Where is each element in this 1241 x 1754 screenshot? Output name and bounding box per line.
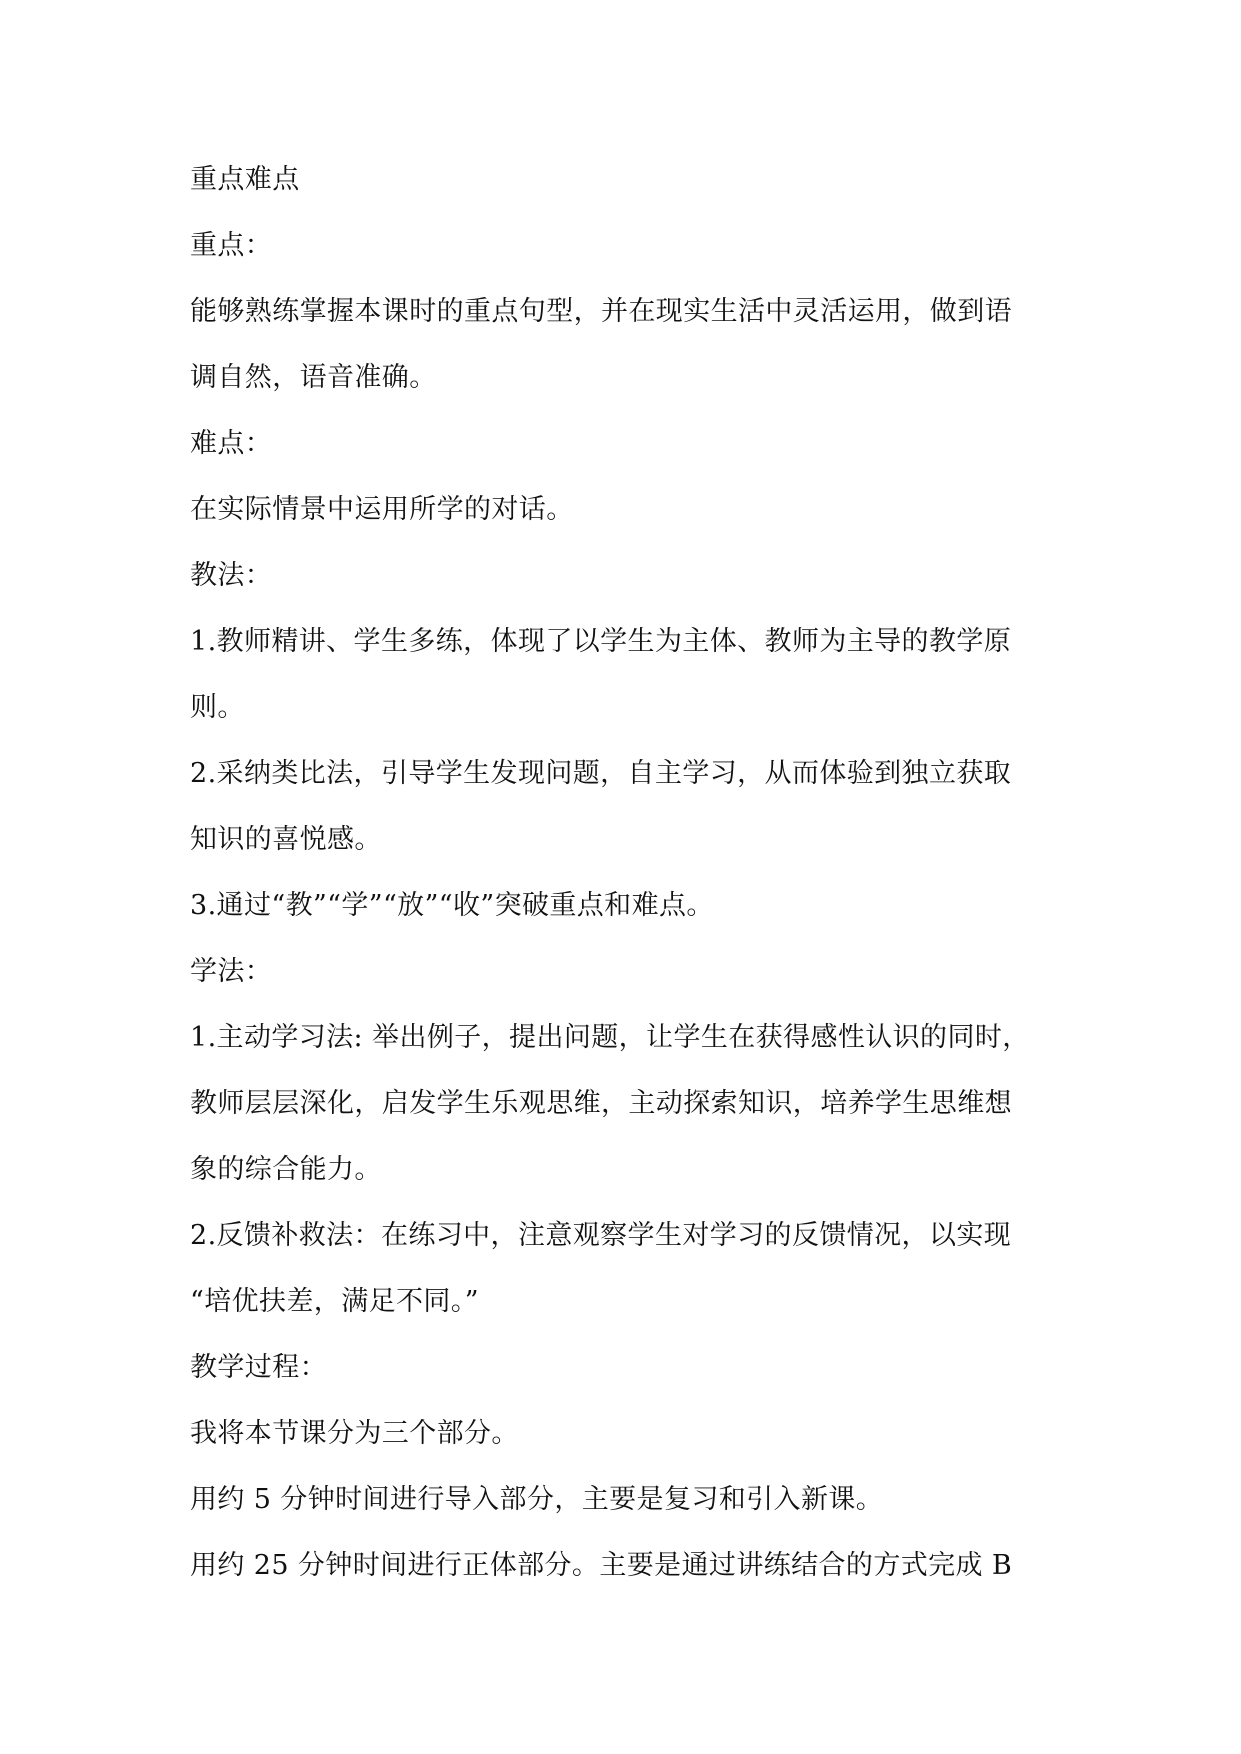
paragraph-line: 1.主动学习法: 举出例子，提出问题，让学生在获得感性认识的同时， (190, 1022, 1030, 1053)
paragraph-line: 调自然，语音准确。 (190, 362, 437, 393)
paragraph-line: 3.通过“教”“学”“放”“收”突破重点和难点。 (190, 890, 714, 921)
paragraph-line: 在实际情景中运用所学的对话。 (190, 494, 574, 525)
section-heading: 重点难点 (190, 164, 300, 195)
paragraph-line: 2.反馈补救法：在练习中，注意观察学生对学习的反馈情况，以实现 (190, 1220, 1012, 1251)
teaching-method-label: 教法： (190, 560, 273, 591)
paragraph-line: 能够熟练掌握本课时的重点句型，并在现实生活中灵活运用，做到语 (190, 296, 1012, 327)
learning-method-label: 学法： (190, 956, 273, 987)
teaching-process-label: 教学过程： (190, 1352, 327, 1383)
difficulties-label: 难点： (190, 428, 273, 459)
paragraph-line: 则。 (190, 692, 245, 723)
paragraph-line: 用约 25 分钟时间进行正体部分。主要是通过讲练结合的方式完成 B (190, 1550, 1013, 1581)
paragraph-line: 1.教师精讲、学生多练，体现了以学生为主体、教师为主导的教学原 (190, 626, 1012, 657)
paragraph-line: “培优扶差，满足不同。” (190, 1286, 479, 1317)
paragraph-line: 用约 5 分钟时间进行导入部分，主要是复习和引入新课。 (190, 1484, 884, 1515)
key-points-label: 重点： (190, 230, 273, 261)
paragraph-line: 象的综合能力。 (190, 1154, 382, 1185)
document-body (190, 158, 1060, 1610)
paragraph-line: 2.采纳类比法，引导学生发现问题，自主学习，从而体验到独立获取 (190, 758, 1012, 789)
paragraph-line: 知识的喜悦感。 (190, 824, 382, 855)
paragraph-line: 教师层层深化，启发学生乐观思维，主动探索知识，培养学生思维想 (190, 1088, 1012, 1119)
paragraph-line: 我将本节课分为三个部分。 (190, 1418, 519, 1449)
